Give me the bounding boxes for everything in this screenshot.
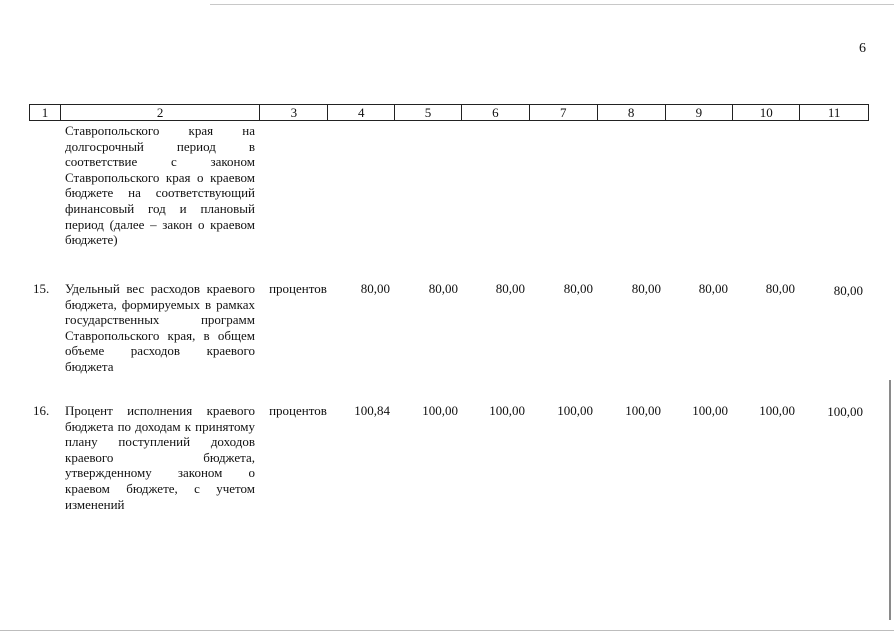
column-header-1: 1 xyxy=(30,105,61,120)
column-header-7: 7 xyxy=(530,105,598,120)
row-number: 15. xyxy=(33,281,50,296)
row-value-col-6: 100,00 xyxy=(489,403,525,418)
row-value-col-6: 80,00 xyxy=(495,281,525,296)
row-unit: процентов xyxy=(269,403,327,418)
column-header-2: 2 xyxy=(61,105,261,120)
row-value-col-7: 100,00 xyxy=(557,403,593,418)
row-value-col-5: 80,00 xyxy=(428,281,458,296)
column-header-10: 10 xyxy=(733,105,800,120)
column-header-3: 3 xyxy=(260,105,328,120)
row-value-col-9: 80,00 xyxy=(698,281,728,296)
scan-artifact-top-line xyxy=(210,4,894,5)
row-description: Удельный вес расходов краевого бюджета, формируемых в рамках государственных программ Ставропольского края, в общем объеме расходов краевого бюджета xyxy=(65,281,255,374)
scan-artifact-bottom-line xyxy=(0,630,894,631)
column-header-11: 11 xyxy=(827,105,841,120)
table-header-row xyxy=(29,104,869,121)
row-value-col-4: 80,00 xyxy=(360,281,390,296)
row-number: 16. xyxy=(33,403,50,418)
column-header-9: 9 xyxy=(666,105,734,120)
row-value-col-11: 100,00 xyxy=(827,404,863,419)
row-value-col-7: 80,00 xyxy=(563,281,593,296)
scan-artifact-right-edge xyxy=(889,380,891,620)
column-header-6: 6 xyxy=(462,105,530,120)
row-value-col-8: 80,00 xyxy=(631,281,661,296)
row-value-col-10: 100,00 xyxy=(759,403,795,418)
page-number: 6 xyxy=(859,41,866,56)
column-header-4: 4 xyxy=(328,105,395,120)
row-unit: процентов xyxy=(269,281,327,296)
column-header-8: 8 xyxy=(598,105,666,120)
row-value-col-5: 100,00 xyxy=(422,403,458,418)
row-description: Процент исполнения краевого бюджета по доходам к принятому плану поступлений доходов краевого бюджета, утвержденному законом о краевом бюджете, с учетом изменений xyxy=(65,403,255,512)
row-value-col-10: 80,00 xyxy=(765,281,795,296)
row-value-col-4: 100,84 xyxy=(354,403,390,418)
continuation-text: Ставропольского края на долгосрочный период в соответствие с законом Ставропольского края о краевом бюджете на соответствующий финансовый год и плановый период (далее – закон о краевом бюджете) xyxy=(65,123,255,248)
row-value-col-11: 80,00 xyxy=(833,283,863,298)
column-header-5: 5 xyxy=(395,105,462,120)
row-value-col-9: 100,00 xyxy=(692,403,728,418)
row-value-col-8: 100,00 xyxy=(625,403,661,418)
